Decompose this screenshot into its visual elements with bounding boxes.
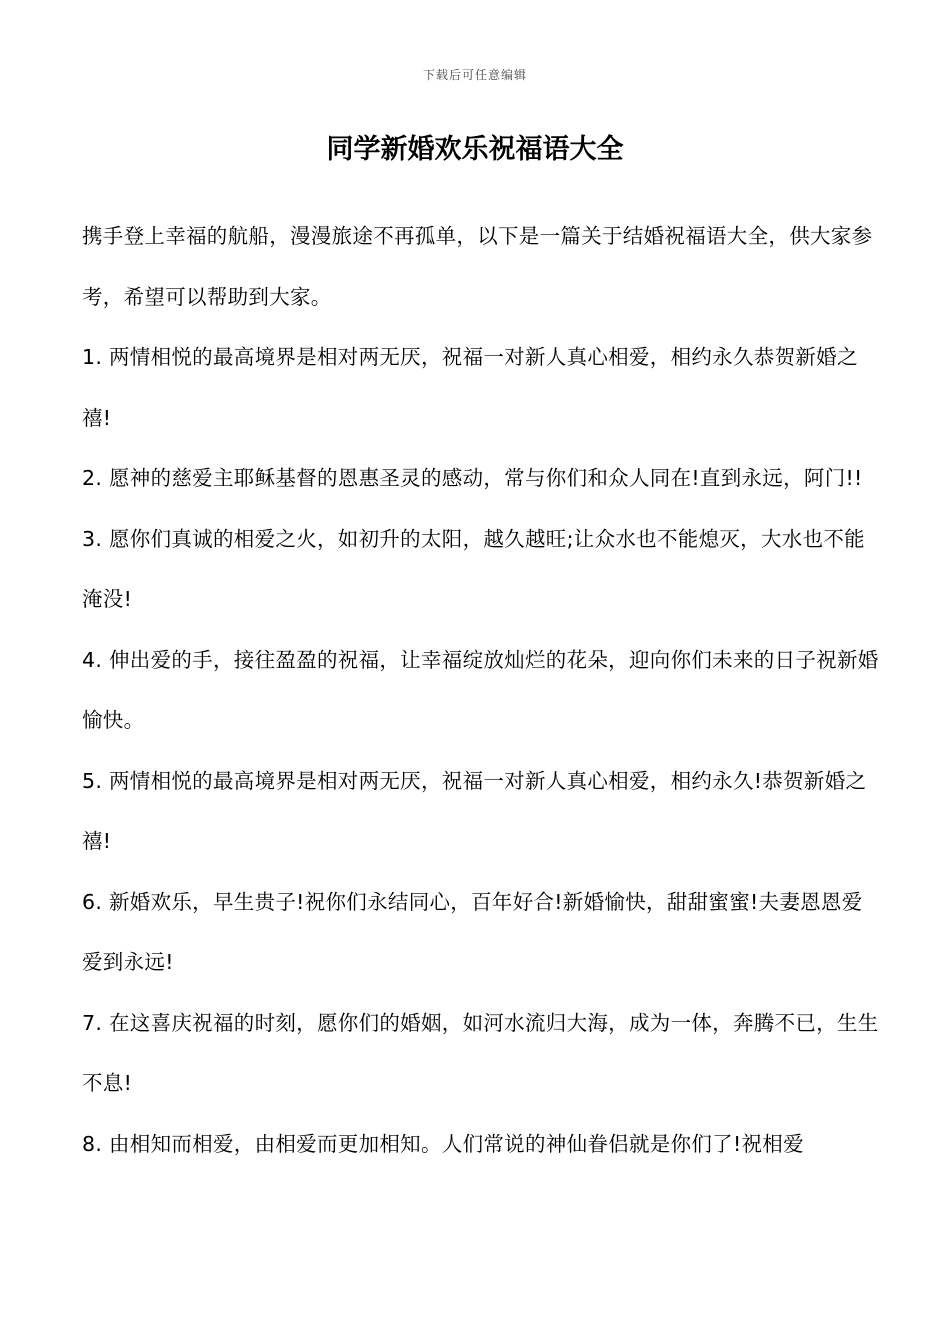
document-body: [82, 206, 882, 1174]
intro-paragraph: 携手登上幸福的航船，漫漫旅途不再孤单，以下是一篇关于结婚祝福语大全，供大家参考，希望可以帮助到大家。: [82, 224, 873, 309]
blessing-item-8: 8. 由相知而相爱，由相爱而更加相知。人们常说的神仙眷侣就是你们了!祝相爱: [82, 1131, 804, 1156]
blessing-item-3: 3. 愿你们真诚的相爱之火，如初升的太阳，越久越旺;让众水也不能熄灭，大水也不能淹没!: [82, 526, 865, 611]
header-note: 下载后可任意编辑: [422, 68, 527, 82]
blessing-item-5: 5. 两情相悦的最高境界是相对两无厌，祝福一对新人真心相爱，相约永久!恭贺新婚之禧!: [82, 768, 867, 853]
blessing-item-6: 6. 新婚欢乐，早生贵子!祝你们永结同心，百年好合!新婚愉快，甜甜蜜蜜!夫妻恩恩爱爱到永远!: [82, 889, 863, 974]
blessing-item-2: 2. 愿神的慈爱主耶稣基督的恩惠圣灵的感动，常与你们和众人同在!直到永远，阿门!!: [82, 466, 863, 490]
blessing-item-4: 4. 伸出爱的手，接往盈盈的祝福，让幸福绽放灿烂的花朵，迎向你们未来的日子祝新婚愉快。: [82, 647, 879, 732]
blessing-item-1: 1. 两情相悦的最高境界是相对两无厌，祝福一对新人真心相爱，相约永久恭贺新婚之禧!: [82, 345, 858, 430]
blessing-item-7: 7. 在这喜庆祝福的时刻，愿你们的婚姻，如河水流归大海，成为一体，奔腾不已，生生不息!: [82, 1010, 879, 1095]
document-title: 同学新婚欢乐祝福语大全: [326, 134, 624, 165]
